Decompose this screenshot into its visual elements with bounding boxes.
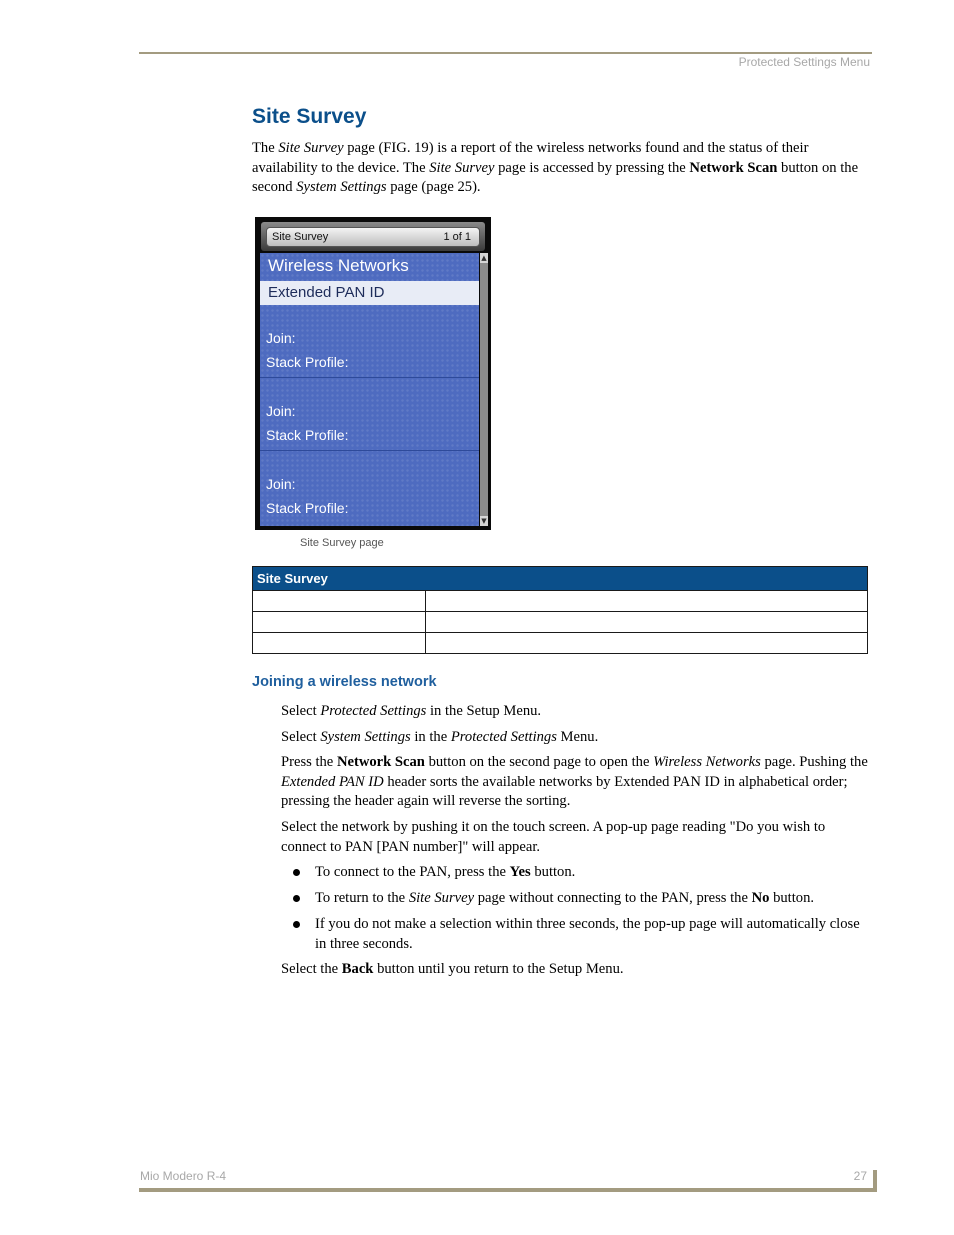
site-survey-screenshot [255,217,491,530]
step-2 [281,728,871,748]
text-run: Wireless Networks [653,754,761,770]
text-run: The [252,140,279,156]
network-row[interactable] [260,305,479,378]
footer-rule [139,1188,877,1192]
section-heading: Site Survey [252,105,367,128]
text-run: Site Survey [429,159,495,176]
bullet-icon [293,921,300,928]
table-cell [253,591,426,612]
table-title: Site Survey [253,567,868,591]
figure-caption: Site Survey page [300,537,384,549]
join-label: Join: [266,403,296,419]
bullet-icon [293,869,300,876]
text-run: button on the second page to open the [424,754,654,770]
extended-pan-id-header[interactable] [260,281,479,305]
text-run: Select [281,703,321,719]
text-run: Network Scan [336,754,425,770]
text-run: Yes [509,864,531,880]
scroll-down-arrow-icon[interactable]: ▼ [481,517,487,525]
table-row [253,591,868,612]
stack-profile-label: Stack Profile: [266,354,349,370]
list-title: Wireless Networks [268,256,409,275]
network-row[interactable] [260,451,479,523]
header-rule [139,52,872,54]
text-run: Network Scan [689,159,778,176]
page-indicator: 1 of 1 [443,231,471,243]
stack-profile-label: Stack Profile: [266,427,349,443]
text-run: button until you return to the Setup Menu. [373,961,624,977]
text-run: To return to the [315,890,409,906]
intro-paragraph [252,139,870,198]
device-title-field [266,227,480,247]
bullet-item [315,915,871,954]
text-run: If you do not make a selection within three seconds, the pop-up page will automatically close in three seconds. [315,916,860,952]
text-run: System Settings [320,729,411,745]
table-row [253,612,868,633]
device-title: Site Survey [272,231,329,243]
text-run: header sorts the available networks by Extended PAN ID in alphabetical order; pressing the header again will reverse the sorting. [281,773,848,809]
join-label: Join: [266,476,296,492]
text-run: page. Pushing the [760,754,868,770]
step-5 [281,960,871,980]
join-label: Join: [266,330,296,346]
text-run: No [751,890,770,906]
text-run: Site Survey [408,890,475,906]
step-4 [281,818,871,857]
table-row [253,633,868,654]
text-run: button. [769,890,815,906]
text-run: Press the [281,754,337,770]
scrollbar[interactable] [480,253,488,526]
text-run: in the Setup Menu. [426,703,542,719]
extended-pan-id-label: Extended PAN ID [268,284,385,301]
text-run: Select [281,729,321,745]
text-run: page (FIG. 19) is a report of the wireless networks found and the status of their availability to the device. The [252,140,809,176]
step-1 [281,702,871,722]
step-3 [281,753,871,812]
bullet-item [315,863,871,883]
table-cell [253,612,426,633]
text-run: Protected Settings [450,729,557,745]
text-run: Back [341,961,374,977]
text-run: Menu. [556,729,599,745]
network-list [260,253,479,526]
site-survey-table [252,566,868,654]
subsection-heading: Joining a wireless network [252,674,437,690]
text-run: Site Survey [278,140,344,156]
text-run: Select the network by pushing it on the touch screen. A pop-up page reading "Do you wish to connect to PAN [PAN number]" will appear. [281,819,826,855]
text-run: Extended PAN ID [281,773,384,790]
footer-product: Mio Modero R-4 [140,1169,227,1183]
bullet-item [315,889,871,909]
table-cell [253,633,426,654]
table-cell [426,591,868,612]
text-run: button on the second [252,159,859,195]
text-run: page is accessed by pressing the [494,159,690,176]
scroll-up-arrow-icon[interactable]: ▲ [481,254,487,262]
running-header: Protected Settings Menu [738,55,870,69]
text-run: button. [530,864,576,880]
text-run: Select the [281,961,342,977]
text-run: page without connecting to the PAN, press the [474,890,752,906]
text-run: To connect to the PAN, press the [315,864,510,880]
device-title-bar [261,222,485,251]
table-header-row [253,567,868,591]
stack-profile-label: Stack Profile: [266,500,349,516]
network-row[interactable] [260,378,479,451]
bullet-icon [293,895,300,902]
table-cell [426,633,868,654]
text-run: System Settings [296,179,387,195]
page-number: 27 [853,1169,867,1183]
text-run: Protected Settings [320,703,427,719]
text-run: in the [410,729,451,745]
text-run: page (page 25). [386,179,481,195]
table-cell [426,612,868,633]
